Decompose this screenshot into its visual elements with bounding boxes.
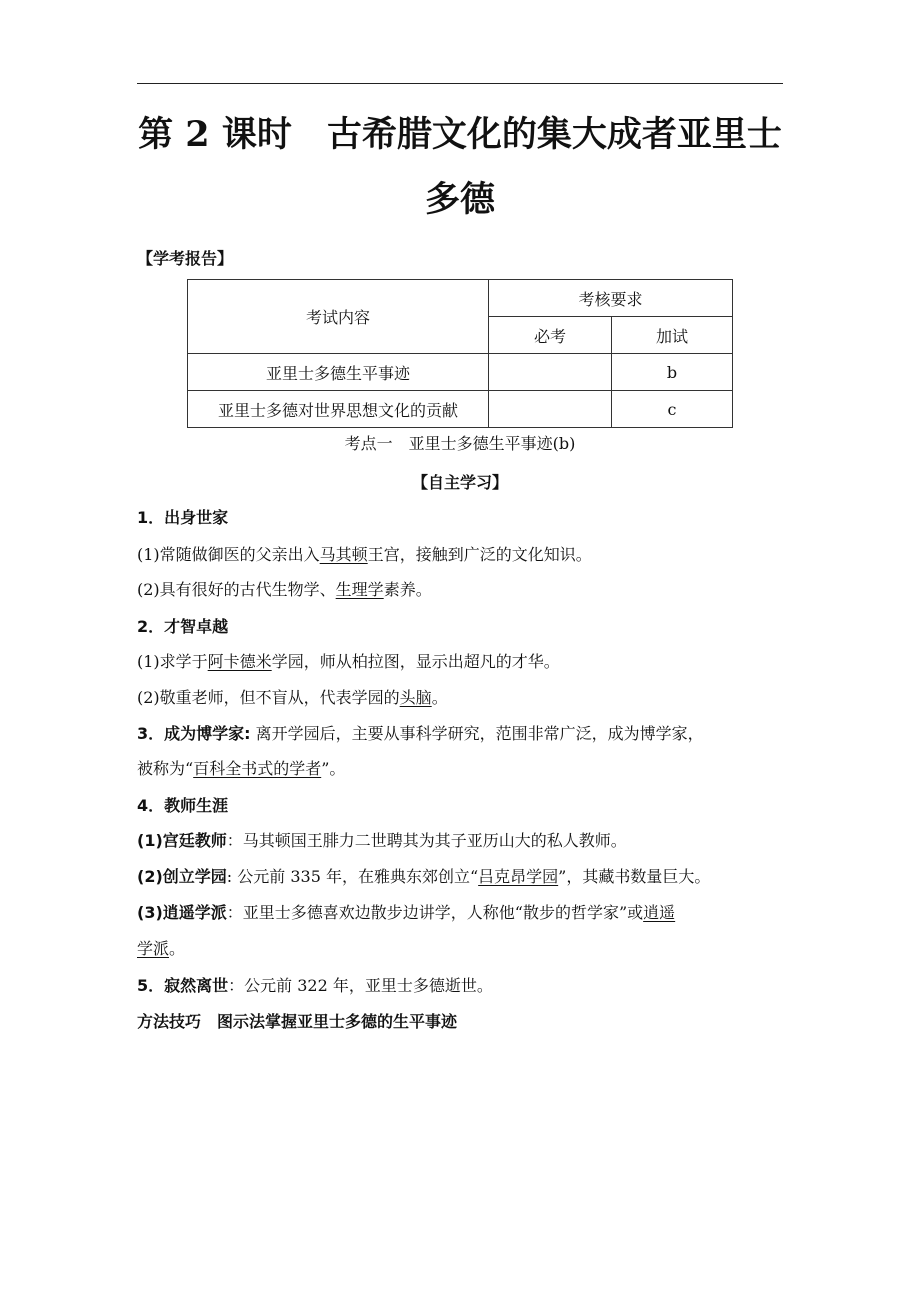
section-1-line-2: (2)具有很好的古代生物学、生理学素养。 [137,580,432,599]
section-4-line-2: (2)创立学园: 公元前 335 年，在雅典东郊创立“吕克昂学园”，其藏书数量巨大。 [137,867,711,886]
blank-answer: 阿卡德米 [207,652,272,671]
top-rule [137,83,783,84]
blank-answer: 百科全书式的学者 [193,759,322,778]
section-2-line-1: (1)求学于阿卡德米学园，师从柏拉图，显示出超凡的才华。 [137,652,560,671]
page-title-line2: 多德 [424,179,495,220]
table-row [188,391,733,428]
header-required: 必考 [489,317,612,354]
row-required [489,391,612,428]
row-extra: c [612,391,733,428]
blank-answer: 吕克昂学园 [478,867,559,886]
header-content: 考试内容 [188,280,489,354]
requirements-table [187,279,733,428]
table-row [188,354,733,391]
section-4-line-4: 学派。 [137,939,186,958]
section-3-line-2: 被称为“百科全书式的学者”。 [137,759,346,778]
row-content: 亚里士多德生平事迹 [188,354,489,391]
section-1-line-1: (1)常随做御医的父亲出入马其顿王宫，接触到广泛的文化知识。 [137,545,592,564]
row-extra: b [612,354,733,391]
section-4-line-1: (1)宫廷教师：马其顿国王腓力二世聘其为其子亚历山大的私人教师。 [137,831,627,850]
report-header: 【学考报告】 [137,249,234,268]
blank-answer: 逍遥 [643,903,676,922]
section-4-line-3: (3)逍遥学派：亚里士多德喜欢边散步边讲学，人称他“散步的哲学家”或逍遥 [137,903,676,922]
section-1-title: 1．出身世家 [137,508,229,527]
blank-answer: 马其顿 [319,545,368,564]
section-5-line: 5．寂然离世：公元前 322 年，亚里士多德逝世。 [137,976,493,995]
blank-answer: 生理学 [335,580,384,599]
section-4-title: 4．教师生涯 [137,796,229,815]
method-tip: 方法技巧 图示法掌握亚里士多德的生平事迹 [137,1012,458,1031]
table-caption: 考点一 亚里士多德生平事迹(b) [344,434,576,453]
row-required [489,354,612,391]
section-3-line-1: 3．成为博学家: 离开学园后，主要从事科学研究，范围非常广泛，成为博学家， [137,724,704,743]
blank-answer: 头脑 [399,688,432,707]
header-extra: 加试 [612,317,733,354]
page-title-line1: 第 2 课时 古希腊文化的集大成者亚里士 [138,114,782,155]
row-content: 亚里士多德对世界思想文化的贡献 [188,391,489,428]
section-2-line-2: (2)敬重老师，但不盲从，代表学园的头脑。 [137,688,448,707]
self-study-header: 【自主学习】 [411,473,508,492]
blank-answer: 学派 [137,939,170,958]
header-requirement: 考核要求 [489,280,733,317]
section-2-title: 2．才智卓越 [137,617,229,636]
